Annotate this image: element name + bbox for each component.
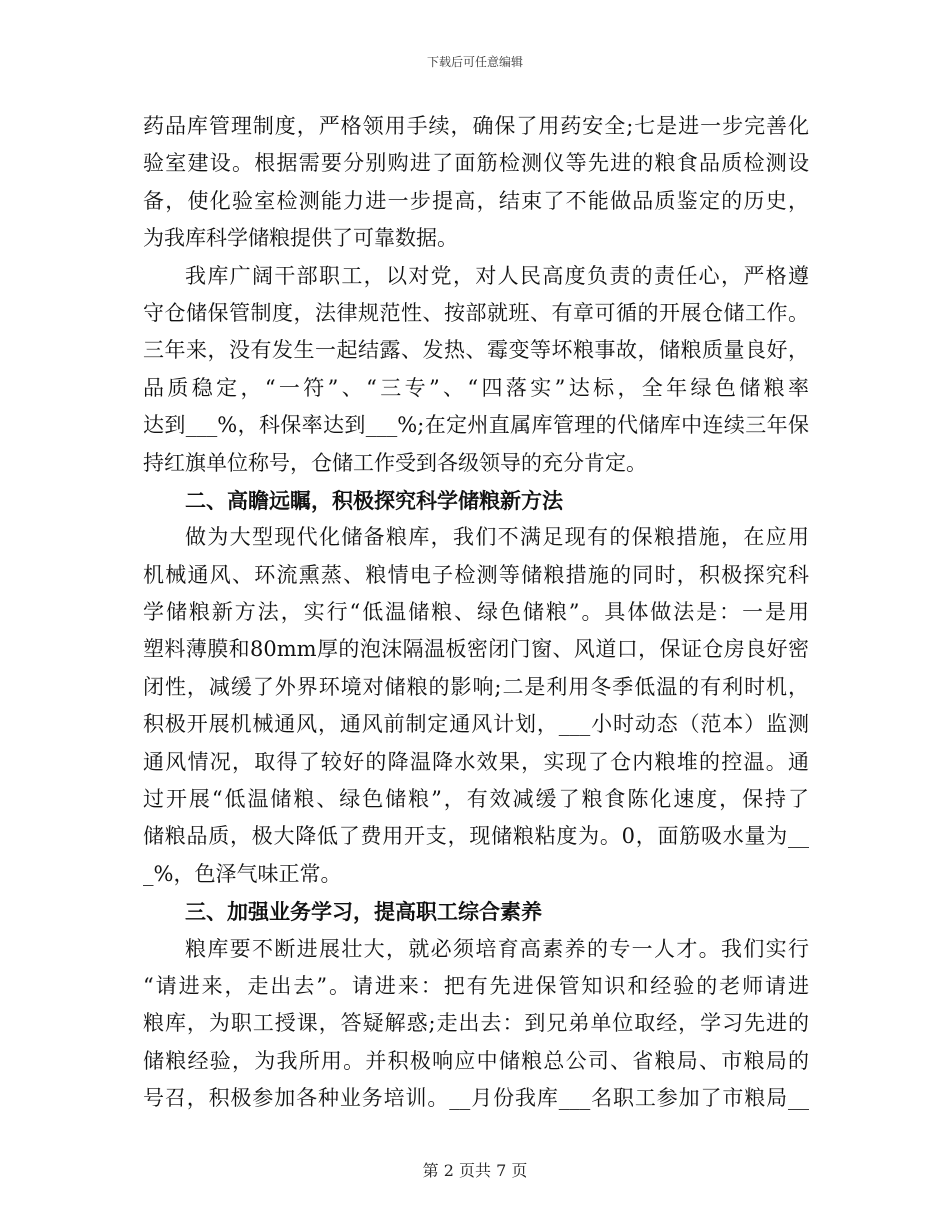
text-line: 号召，积极参加各种业务培训。__月份我库___名职工参加了市粮局__ <box>143 1086 809 1111</box>
text-line: 塑料薄膜和80mm厚的泡沫隔温板密闭门窗、风道口，保证仓房良好密 <box>143 637 809 662</box>
page-header: 下载后可任意编辑 <box>426 55 523 69</box>
text-line: 闭性，减缓了外界环境对储粮的影响;二是利用冬季低温的有利时机， <box>143 674 809 699</box>
text-line: 粮库，为职工授课，答疑解惑;走出去：到兄弟单位取经，学习先进的 <box>143 1011 809 1036</box>
page-number: 第 2 页共 7 页 <box>422 1161 528 1180</box>
text-line: 我库广阔干部职工，以对党，对人民高度负责的责任心，严格遵 <box>185 263 809 288</box>
text-line: 品质稳定，“一符”、“三专”、“四落实”达标，全年绿色储粮率 <box>143 375 809 400</box>
text-line: 做为大型现代化储备粮库，我们不满足现有的保粮措施，在应用 <box>185 525 809 550</box>
text-line: 通风情况，取得了较好的降温降水效果，实现了仓内粮堆的控温。通 <box>143 749 809 774</box>
text-line: 机械通风、环流熏蒸、粮情电子检测等储粮措施的同时，积极探究科 <box>143 562 809 587</box>
text-line: 学储粮新方法，实行“低温储粮、绿色储粮”。具体做法是：一是用 <box>143 600 809 625</box>
text-line: 备，使化验室检测能力进一步提高，结束了不能做品质鉴定的历史， <box>143 188 809 213</box>
text-line: 验室建设。根据需要分别购进了面筋检测仪等先进的粮食品质检测设 <box>143 151 809 176</box>
text-line: 过开展“低温储粮、绿色储粮”，有效减缓了粮食陈化速度，保持了 <box>143 787 809 812</box>
text-line: 守仓储保管制度，法律规范性、按部就班、有章可循的开展仓储工作。 <box>143 300 809 325</box>
text-line: 积极开展机械通风，通风前制定通风计划，___小时动态（范本）监测 <box>143 712 809 737</box>
text-line: “请进来，走出去”。请进来：把有先进保管知识和经验的老师请进 <box>143 973 809 998</box>
text-line: 储粮品质，极大降低了费用开支，现储粮粘度为。0，面筋吸水量为__ <box>143 824 809 849</box>
text-line: 药品库管理制度，严格领用手续，确保了用药安全;七是进一步完善化 <box>143 114 809 138</box>
section-heading: 三、加强业务学习，提高职工综合素养 <box>185 899 542 925</box>
text-line: 持红旗单位称号，仓储工作受到各级领导的充分肯定。 <box>143 450 647 475</box>
text-line: 粮库要不断进展壮大，就必须培育高素养的专一人才。我们实行 <box>185 936 809 961</box>
section-heading: 二、高瞻远瞩，积极探究科学储粮新方法 <box>185 487 563 513</box>
text-line: 三年来，没有发生一起结露、发热、霉变等坏粮事故，储粮质量良好， <box>143 338 809 363</box>
text-line: 储粮经验，为我所用。并积极响应中储粮总公司、省粮局、市粮局的 <box>143 1048 809 1073</box>
text-line: _%，色泽气味正常。 <box>143 861 342 886</box>
text-line: 达到___%，科保率达到___%;在定州直属库管理的代储库中连续三年保 <box>143 413 809 438</box>
text-line: 为我库科学储粮提供了可靠数据。 <box>143 226 458 251</box>
document-body <box>143 108 809 1118</box>
